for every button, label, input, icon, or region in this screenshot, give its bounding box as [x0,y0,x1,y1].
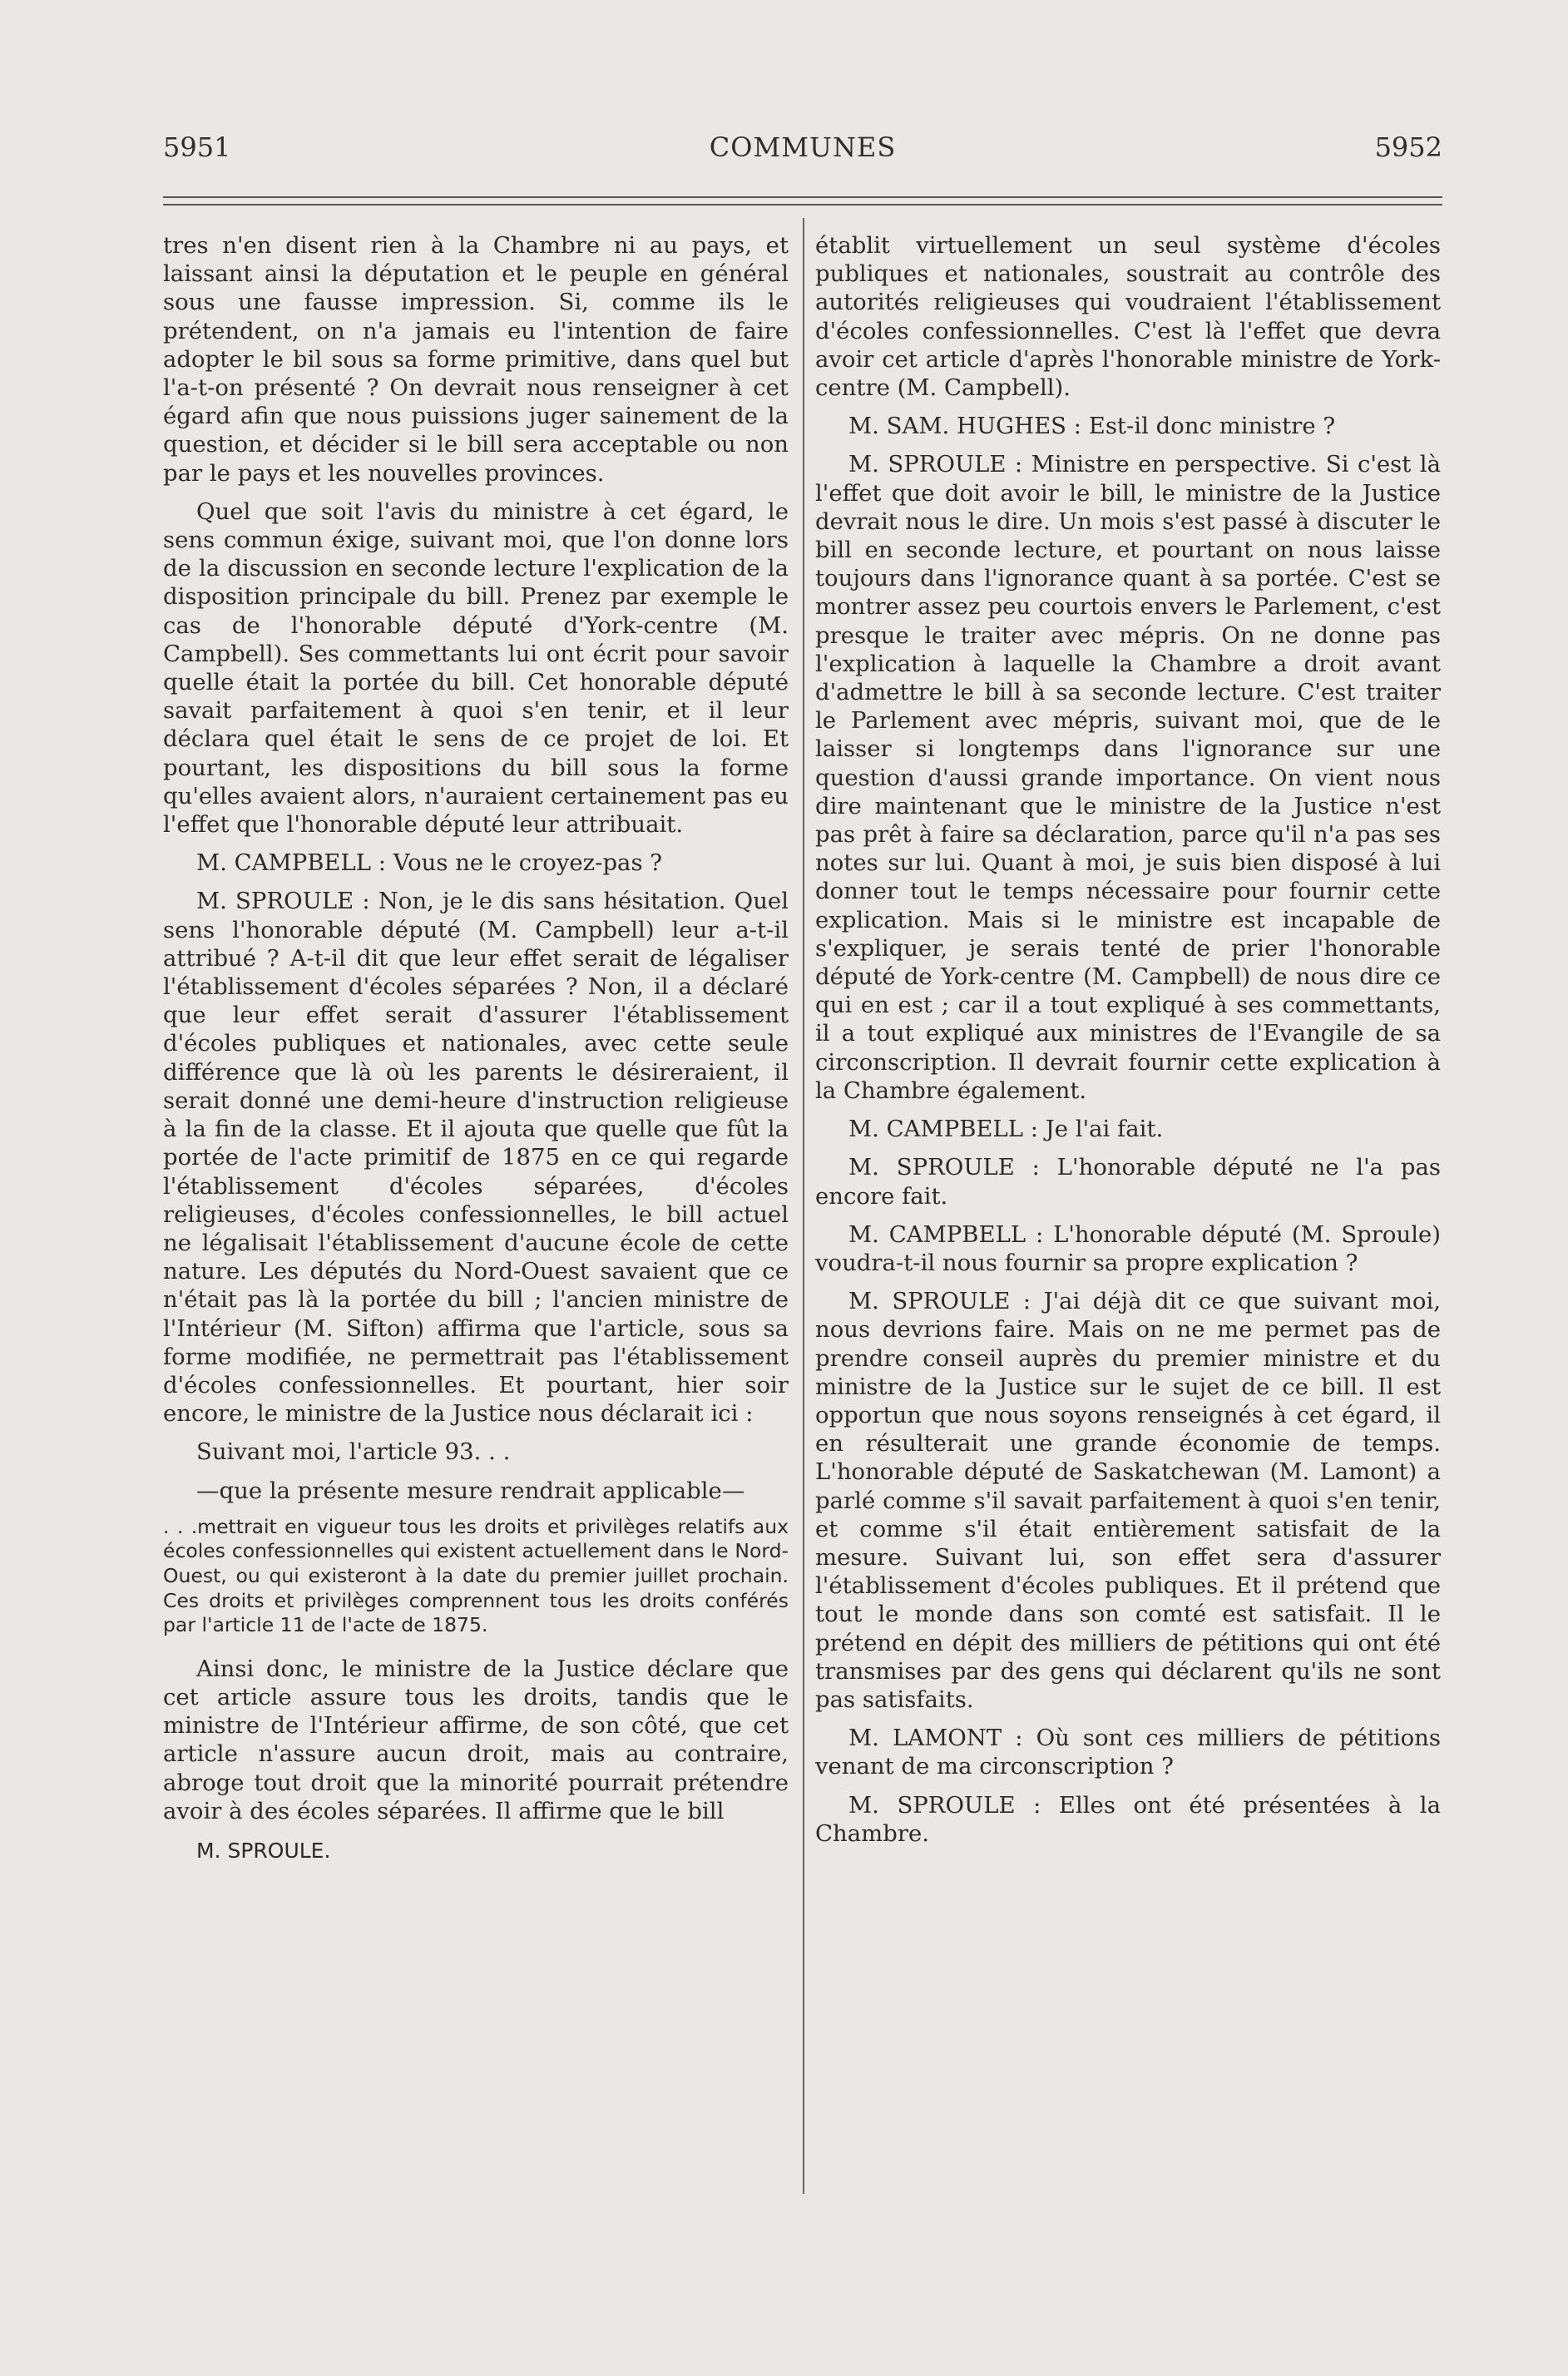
page-number-left: 5951 [163,131,231,163]
page-number-right: 5952 [1374,131,1442,163]
speaker-line: M. SPROULE : Elles ont été présentées à la Chambre. [815,1791,1441,1847]
speaker-line: M. CAMPBELL : L'honorable député (M. Sproule) voudra-t-il nous fournir sa propre explication ? [815,1220,1441,1276]
speaker-line: M. SPROULE : L'honorable député ne l'a pas encore fait. [815,1154,1441,1210]
paragraph: établit virtuellement un seul système d'écoles publiques et nationales, soustrait au contrôle des autorités religieuses qui voudraient l'établissement d'écoles confessionnelles. C'est là l'effet que devra avoir cet article d'après l'honorable ministre de York-centre (M. Campbell). [815,232,1441,402]
running-title: COMMUNES [709,131,897,163]
quote-bridge: —que la présente mesure rendrait applicable— [196,1477,745,1504]
left-column [163,231,789,1875]
speaker-line: M. SAM. HUGHES : Est-il donc ministre ? [848,413,1336,440]
speaker-line: M. CAMPBELL : Je l'ai fait. [848,1116,1164,1143]
paragraph: M. SPROULE : J'ai déjà dit ce que suivant moi, nous devrions faire. Mais on ne me permet pas de prendre conseil auprès du premier ministre et du ministre de la Justice sur le sujet de ce bill. Il est opportun que nous soyons renseignés à cet égard, il en résulterait une grande économie de temps. L'honorable député de Saskatchewan (M. Lamont) a parlé comme s'il savait parfaitement à quoi s'en tenir, et comme s'il était entièrement satisfait de la mesure. Suivant lui, son effet sera d'assurer l'établissement d'écoles publiques. Et il prétend que tout le monde dans son comté est satisfait. Il le prétend en dépit des milliers de pétitions qui ont été transmises par des gens qui déclarent qu'ils ne sont pas satisfaits. [815,1288,1441,1713]
paragraph: tres n'en disent rien à la Chambre ni au pays, et laissant ainsi la députation et le peuple en général sous une fausse impression. Si, comme ils le prétendent, on n'a jamais eu l'intention de faire adopter le bil sous sa forme primitive, dans quel but l'a-t-on présenté ? On devrait nous renseigner à cet égard afin que nous puissions juger sainement de la question, et décider si le bill sera acceptable ou non par le pays et les nouvelles provinces. [163,232,789,487]
right-column [815,231,1441,1858]
header-rule-top [163,196,1442,198]
quote-intro: Suivant moi, l'article 93. . . [196,1438,511,1466]
header-rule-bottom [163,204,1442,205]
running-header [163,131,1442,173]
paragraph: M. SPROULE : Non, je le dis sans hésitation. Quel sens l'honorable député (M. Campbell) leur a-t-il attribué ? A-t-il dit que leur effet serait de légaliser l'établissement d'écoles séparées ? Non, il a déclaré que leur effet serait d'assurer l'établissement d'écoles publiques et nationales, avec cette seule différence que là où les parents le désireraient, il serait donné une demi-heure d'instruction religieuse à la fin de la classe. Et il ajouta que quelle que fût la portée de l'acte primitif de 1875 en ce qui regarde l'établissement d'écoles séparées, d'écoles religieuses, d'écoles confessionnelles, le bill actuel ne légalisait l'établissement d'aucune école de cette nature. Les députés du Nord-Ouest savaient que ce n'était pas là la portée du bill ; l'ancien ministre de l'Intérieur (M. Sifton) affirma que l'article, sous sa forme modifiée, ne permettrait pas l'établissement d'écoles confessionnelles. Et pourtant, hier soir encore, le ministre de la Justice nous déclarait ici : [163,888,789,1428]
block-quote: . . .mettrait en vigueur tous les droits et privilèges relatifs aux écoles confessionnelles qui existent actuellement dans le Nord-Ouest, ou qui existeront à la date du premier juillet prochain. Ces droits et privilèges comprennent tous les droits conférés par l'article 11 de l'acte de 1875. [163,1514,789,1637]
paragraph: Ainsi donc, le ministre de la Justice déclare que cet article assure tous les droits, tandis que le ministre de l'Intérieur affirme, de son côté, que cet article n'assure aucun droit, mais au contraire, abroge tout droit que la minorité pourrait prétendre avoir à des écoles séparées. Il affirme que le bill [163,1655,789,1824]
footer-signature: M. SPROULE. [196,1838,331,1863]
paragraph: Quel que soit l'avis du ministre à cet égard, le sens commun éxige, suivant moi, que l'on donne lors de la discussion en seconde lecture l'explication de la disposition principale du bill. Prenez par exemple le cas de l'honorable député d'York-centre (M. Campbell). Ses commettants lui ont écrit pour savoir quelle était la portée du bill. Cet honorable député savait parfaitement à quoi s'en tenir, et il leur déclara quel était le sens de ce projet de loi. Et pourtant, les dispositions du bill sous la forme qu'elles avaient alors, n'auraient certainement pas eu l'effet que l'honorable député leur attribuait. [163,497,789,839]
column-divider [803,218,804,2194]
speaker-line: M. LAMONT : Où sont ces milliers de pétitions venant de ma circonscription ? [815,1725,1441,1780]
paragraph: M. SPROULE : Ministre en perspective. Si c'est là l'effet que doit avoir le bill, le ministre de la Justice devrait nous le dire. Un mois s'est passé à discuter le bill en seconde lecture, et pourtant on nous laisse toujours dans l'ignorance quant à sa portée. C'est se montrer assez peu courtois envers le Parlement, c'est presque le traiter avec mépris. On ne donne pas l'explication à laquelle la Chambre a droit avant d'admettre le bill à sa seconde lecture. C'est traiter le Parlement avec mépris, suivant moi, que de le laisser si longtemps dans l'ignorance sur une question d'aussi grande importance. On vient nous dire maintenant que le ministre de la Justice n'est pas prêt à faire sa déclaration, parce qu'il n'a pas ses notes sur lui. Quant à moi, je suis bien disposé à lui donner tout le temps nécessaire pour fournir cette explication. Mais si le ministre est incapable de s'expliquer, je serais tenté de prier l'honorable député de York-centre (M. Campbell) de nous dire ce qui en est ; car il a tout expliqué à ses commettants, il a tout expliqué aux ministres de l'Evangile de sa circonscription. Il devrait fournir cette explication à la Chambre également. [815,451,1441,1104]
speaker-line: M. CAMPBELL : Vous ne le croyez-pas ? [196,849,663,877]
